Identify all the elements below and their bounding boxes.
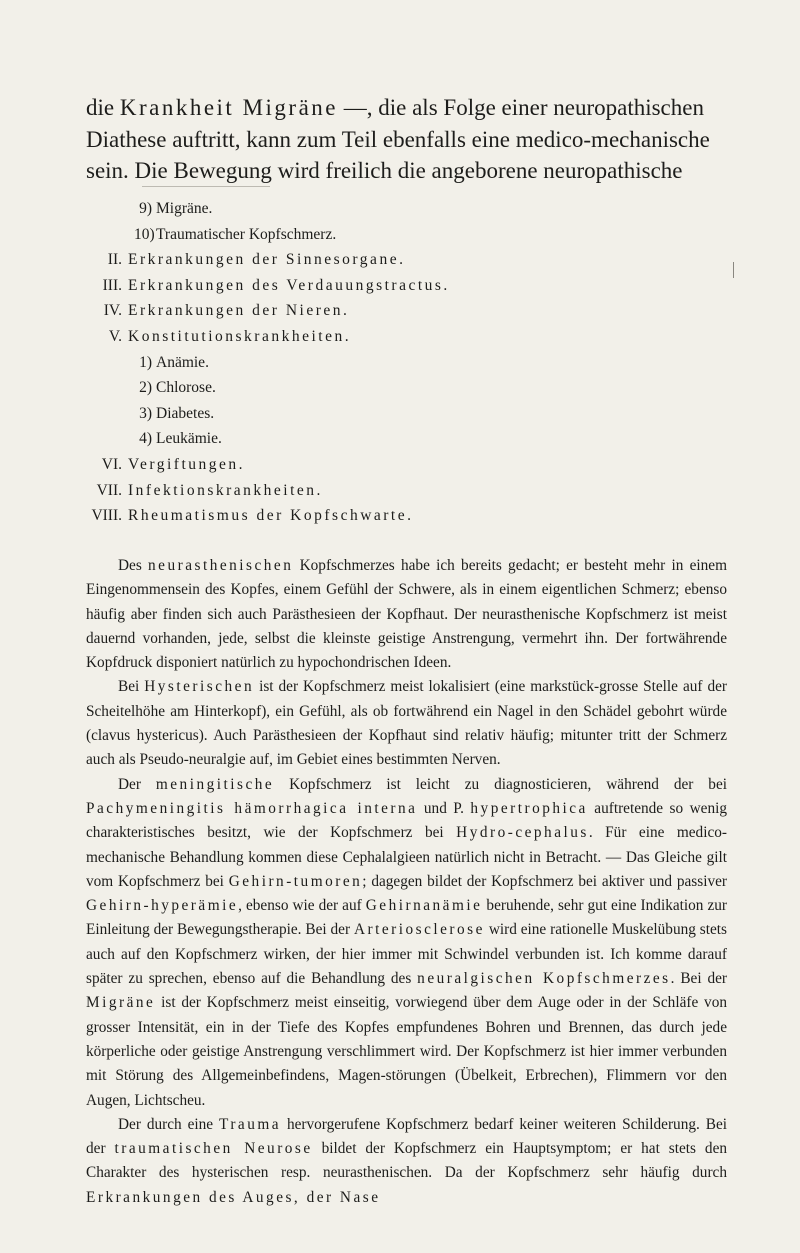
contents-item-label: Rheumatismus der Kopfschwarte.	[128, 507, 414, 525]
text-run: hervorgerufene Kopfschmerz bedarf keiner weiteren Schilderung. Bei der	[86, 1115, 727, 1158]
text-run: , ebenso wie der auf	[238, 897, 366, 915]
contents-item-label: Erkrankungen der Nieren.	[128, 302, 350, 320]
text-run: und P.	[417, 799, 471, 817]
text-run: ist der Kopfschmerz meist lokalisiert (eine markstück-grosse Stelle auf der Scheitelhöhe am Hinterkopf), ein Gefühl, als ob fortwährend ein Nagel in den Schädel gebohrt würde (clavus hystericus). Auch Parästhesieen der Kopfhaut sind relativ häufig; mitunter tritt der Schmerz auch als Pseudo-neuralgie auf, im Gebiet eines bestimmten Nerven.	[86, 678, 727, 769]
contents-item	[88, 426, 728, 452]
contents-item-label: Migräne.	[156, 200, 213, 217]
emphasized-term: neurasthenischen	[148, 557, 294, 574]
emphasized-term: Erkrankungen des Auges, der Nase	[86, 1188, 381, 1206]
intro-line	[86, 124, 726, 156]
contents-item-number: 3)	[139, 404, 152, 422]
emphasized-term: Gehirnanämie	[365, 897, 483, 915]
contents-item-label: Infektionskrankheiten.	[128, 481, 323, 499]
emphasized-term: Arteriosclerose	[353, 921, 485, 939]
intro-line-start: die	[86, 95, 120, 120]
contents-item-label: Traumatischer Kopfschmerz.	[156, 225, 337, 243]
emphasized-term: Hydro-cephalus	[456, 824, 589, 842]
text-run: auftretende so wenig charakteristisches besitzt, wie der Kopfschmerz bei	[86, 799, 727, 842]
text-run: beruhende, sehr gut eine Indikation zur Einleitung der Bewegungstherapie. Bei der	[86, 897, 727, 939]
contents-item-label: Diabetes.	[156, 404, 215, 422]
contents-item-label: Leukämie.	[156, 430, 222, 448]
main-text	[86, 554, 727, 1210]
margin-mark	[733, 262, 734, 278]
contents-item-label: Erkrankungen der Sinnesorgane.	[128, 251, 406, 269]
emphasized-term: Hysterischen	[144, 678, 255, 696]
contents-item-number: II.	[107, 251, 122, 269]
emphasized-term: Pachymeningitis hämorrhagica interna	[86, 799, 418, 817]
emphasized-term: meningitische	[155, 775, 275, 793]
contents-item-label: Chlorose.	[156, 379, 216, 397]
contents-item-number: 2)	[139, 379, 152, 397]
text-run: Kopfschmerz ist leicht zu diagnosticieren, während der bei	[274, 775, 727, 793]
emphasized-term: neuralgischen Kopfschmerzes	[417, 970, 671, 988]
contents-item-number: 1)	[139, 353, 152, 371]
text-run: Der	[118, 775, 156, 793]
contents-item	[88, 273, 728, 299]
contents-item-number: VIII.	[91, 507, 122, 525]
text-run: . Für eine medico-mechanische Behandlung kommen diese Cephalalgieen natürlich nicht in Betracht. — Das Gleiche gilt vom Kopfschmerz bei	[86, 824, 727, 890]
intro-line-end: —, die als Folge einer neuropathischen	[338, 95, 704, 120]
contents-item	[88, 350, 728, 376]
contents-item	[88, 478, 728, 504]
contents-item	[88, 222, 728, 248]
text-run: Bei	[118, 678, 145, 696]
intro-line	[86, 92, 726, 124]
contents-item-label: Vergiftungen.	[128, 455, 246, 473]
emphasized-term: Trauma	[219, 1115, 282, 1133]
emphasized-term: Migräne	[86, 994, 156, 1012]
text-run: Kopfschmerzes habe ich bereits gedacht; er besteht mehr in einem Eingenommensein des Kopfes, einem Gefühl der Schwere, als in einem eigentlichen Schmerz; ebenso häufig aber finden sich auch Parästhesieen der Kopfhaut. Der neurasthenische Kopfschmerz ist meist dauernd vorhanden, jede, selbst die kleinste geistige Anstrengung, vermehrt ihn. Der fortwährende Kopfdruck disponiert natürlich zu hypochondrischen Ideen.	[86, 557, 727, 672]
emphasized-term: Gehirn-hyperämie	[86, 897, 239, 915]
emphasized-term: hypertrophica	[470, 799, 588, 817]
contents-item-number: III.	[102, 276, 122, 294]
contents-item	[88, 401, 728, 427]
intro-line-start: sein. Die Bewegung wird freilich die angeborene neuropathische	[86, 158, 683, 183]
intro-line-start: Diathese auftritt, kann zum Teil ebenfalls eine medico-mechanische	[86, 126, 710, 152]
paragraph	[86, 1113, 727, 1210]
contents-item	[88, 298, 728, 324]
emphasized-term: Gehirn-tumoren	[228, 872, 363, 890]
text-run: wird eine rationelle Muskelübung stets auch auf den Kopfschmerz wirken, der hier immer mit Schwindel verbunden ist. Ich komme darauf später zu sprechen, ebenso auf die Behandlung des	[86, 921, 727, 988]
contents-item-label: Konstitutionskrankheiten.	[128, 327, 352, 345]
footnote-divider	[142, 186, 270, 187]
contents-item-number: IV.	[103, 302, 122, 320]
text-run: bildet der Kopfschmerz ein Hauptsymptom; er hat stets den Charakter des hysterischen resp. neurasthenischen. Da der Kopfschmerz sehr häufig durch	[86, 1140, 728, 1182]
text-run: ist der Kopfschmerz meist einseitig, vorwiegend über dem Auge oder in der Schläfe von grosser Intensität, ein in der Tiefe des Kopfes empfundenes Bohren und Brennen, das durch jede körperliche oder geistige Anstrengung verschlimmert wird. Der Kopfschmerz ist hier immer verbunden mit Störung des Allgemeinbefindens, Magen-störungen (Übelkeit, Erbrechen), Flimmern vor den Augen, Lichtscheu.	[86, 994, 727, 1109]
contents-item-number: V.	[108, 327, 122, 345]
paragraph	[86, 773, 727, 1113]
contents-list	[88, 196, 728, 529]
contents-item	[88, 503, 728, 529]
contents-item	[88, 375, 728, 401]
text-run: Des	[118, 557, 149, 574]
contents-item-number: VII.	[96, 481, 122, 499]
contents-item-label: Anämie.	[156, 353, 209, 371]
intro-line-emphasis: Krankheit Migräne	[119, 95, 338, 120]
intro-line	[86, 155, 726, 187]
contents-item-number: 10)	[134, 225, 155, 243]
emphasized-term: traumatischen Neurose	[114, 1140, 313, 1158]
contents-item-number: VI.	[101, 455, 122, 473]
intro-text	[86, 92, 726, 187]
contents-item	[88, 452, 728, 478]
contents-item-number: 9)	[139, 200, 152, 217]
contents-item-number: 4)	[139, 430, 152, 448]
contents-item	[88, 247, 728, 273]
text-run: Der durch eine	[118, 1115, 220, 1133]
paragraph	[86, 675, 727, 772]
paragraph	[86, 554, 727, 675]
contents-item	[88, 324, 728, 350]
contents-item	[88, 196, 728, 222]
text-run: ; dagegen bildet der Kopfschmerz bei aktiver und passiver	[362, 872, 727, 890]
contents-item-label: Erkrankungen des Verdauungstractus.	[128, 276, 450, 294]
text-run: . Bei der	[670, 970, 727, 988]
